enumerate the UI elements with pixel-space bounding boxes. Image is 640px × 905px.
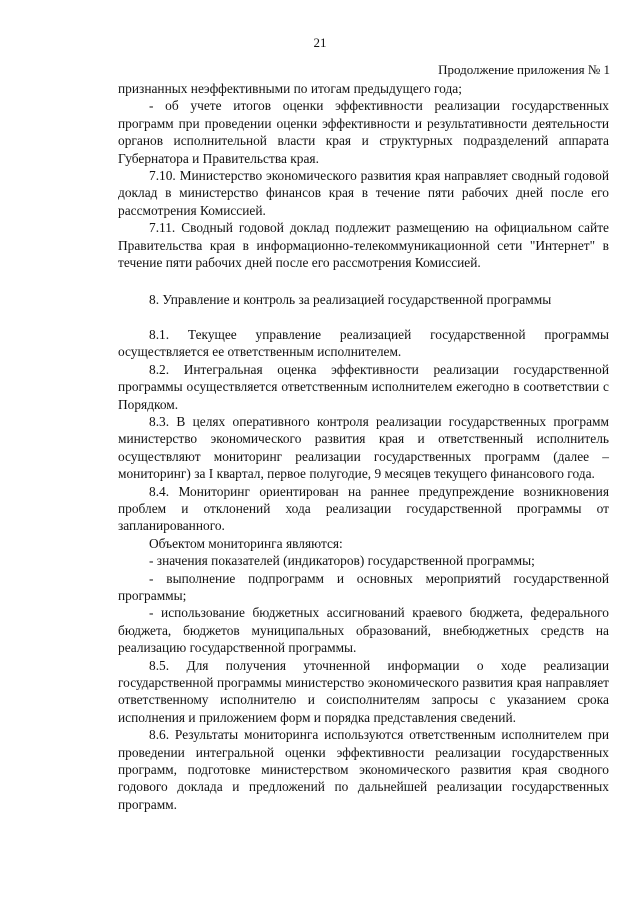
paragraph-7-10: 7.10. Министерство экономического развития края направляет сводный годовой доклад в министерство финансов края в течение пяти рабочих дней после его рассмотрения Комиссией. [118, 168, 609, 218]
paragraph-8-6: 8.6. Результаты мониторинга используются ответственным исполнителем при проведении интегральной оценки эффективности реализации государственных программ, подготовке министерством экономического развития края сводного годового доклада и предложений по дальнейшей реализации государственных программ. [118, 727, 609, 812]
section-8-heading: 8. Управление и контроль за реализацией государственной программы [149, 292, 552, 308]
paragraph-7-11: 7.11. Сводный годовой доклад подлежит размещению на официальном сайте Правительства края в информационно-телекоммуникационной сети "Интернет" в течение пяти рабочих дней после его рассмотрения Комиссией. [118, 220, 609, 271]
paragraph-monitoring-objects-intro: Объектом мониторинга являются: [149, 535, 343, 551]
paragraph-continuation: признанных неэффективными по итогам предыдущего года; [118, 81, 462, 96]
paragraph-bullet-evaluation: - об учете итогов оценки эффективности реализации государственных программ при проведении оценки эффективности и результативности деятельности органов исполнительной власти края и структурных подразделений аппарата Губернатора и Правительства края. [118, 98, 609, 166]
page-number: 21 [313, 35, 327, 50]
document-body [118, 80, 609, 813]
paragraph-8-1: 8.1. Текущее управление реализацией государственной программы осуществляется ее ответственным исполнителем. [118, 326, 609, 360]
list-item-subprograms: - выполнение подпрограмм и основных мероприятий государственной программы; [118, 570, 609, 603]
list-item-indicators: - значения показателей (индикаторов) государственной программы; [149, 553, 535, 569]
paragraph-8-3: 8.3. В целях оперативного контроля реализации государственных программ министерство экономического развития края и ответственный исполнитель осуществляют мониторинг реализации государственных программ (далее – мониторинг) за I квартал, первое полугодие, 9 месяцев текущего финансового года. [118, 413, 609, 482]
paragraph-8-4: 8.4. Мониторинг ориентирован на раннее предупреждение возникновения проблем и отклонений хода реализации государственной программы от запланированного. [118, 483, 609, 534]
paragraph-8-2: 8.2. Интегральная оценка эффективности реализации государственной программы осуществляется ответственным исполнителем ежегодно в соответствии с Порядком. [118, 361, 609, 412]
paragraph-8-5: 8.5. Для получения уточненной информации о ходе реализации государственной программы министерство экономического развития края направляет ответственному исполнителю и соисполнителям запросы с указанием срока исполнения и приложением форм и порядка представления сведений. [118, 657, 609, 725]
appendix-continuation-note: Продолжение приложения № 1 [438, 62, 610, 77]
list-item-budget-allocations: - использование бюджетных ассигнований краевого бюджета, федерального бюджета, бюджетов муниципальных образований, внебюджетных средств на реализацию государственной программы. [118, 605, 609, 656]
